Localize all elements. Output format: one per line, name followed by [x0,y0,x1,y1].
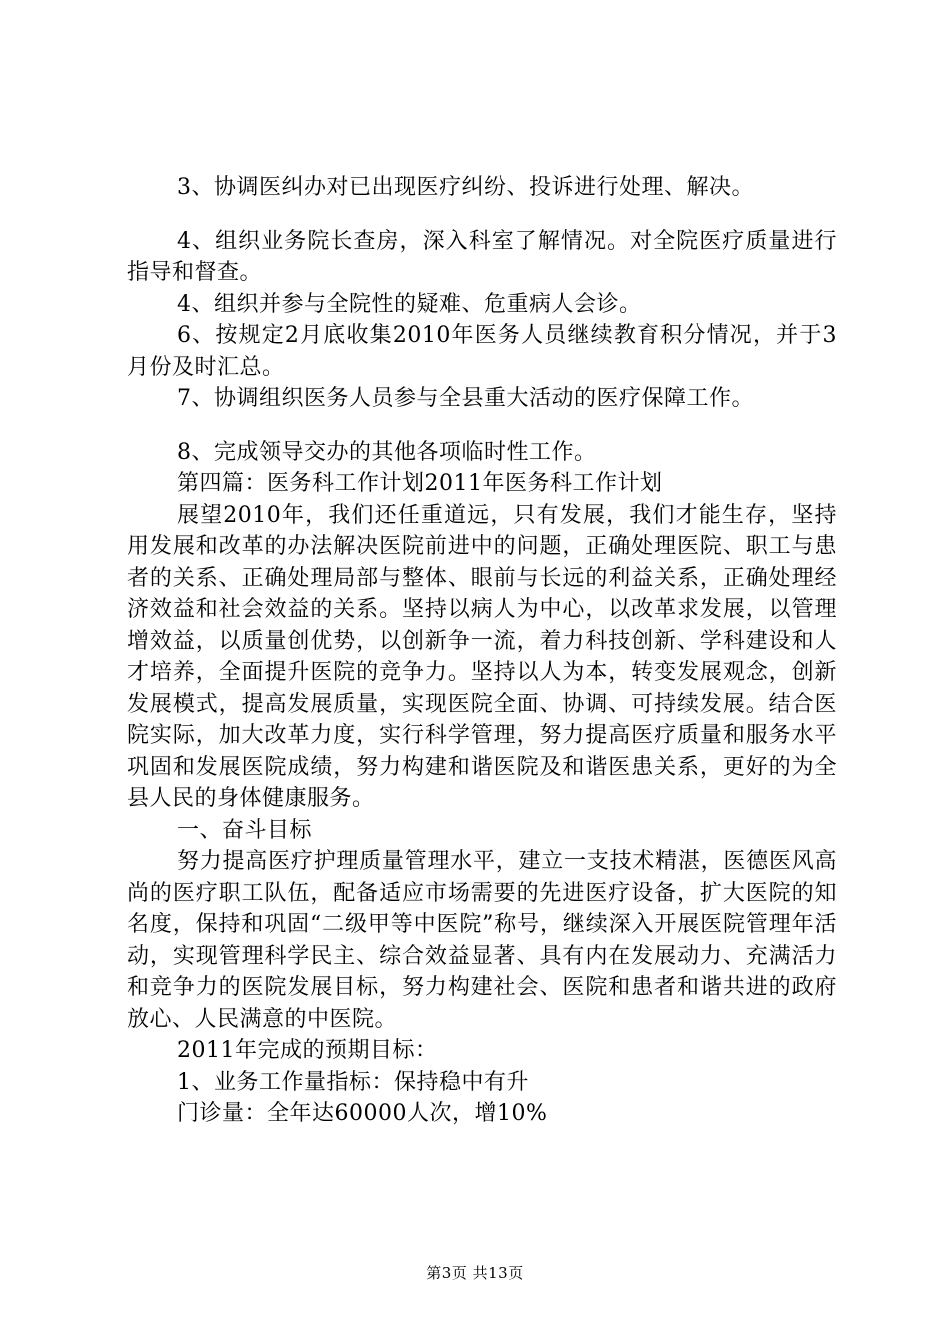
section-heading-goals: 一、奋斗目标 [177,817,313,843]
paragraph-item-7: 7、协调组织医务人员参与全县重大活动的医疗保障工作。 [177,386,754,411]
paragraph-workload-indicator: 1、业务工作量指标：保持稳中有升 [177,1069,529,1095]
paragraph-item-4-rounds: 4、组织业务院长查房，深入科室了解情况。对全院医疗质量进行指导和督查。 [127,228,837,285]
paragraph-item-6: 6、按规定2月底收集2010年医务人员继续教育积分情况，并于3月份及时汇总。 [127,323,837,380]
document-body [127,172,837,1130]
paragraph-expected-targets: 2011年完成的预期目标： [177,1038,438,1063]
paragraph-outpatient-volume: 门诊量：全年达60000人次，增10% [177,1101,548,1126]
paragraph-outlook: 展望2010年，我们还任重道远，只有发展，我们才能生存，坚持用发展和改革的办法解决医院前进中的问题，正确处理医院、职工与患者的关系、正确处理局部与整体、眼前与长远的利益关系，正确处理经济效益和社会效益的关系。坚持以病人为中心，以改革求发展，以管理增效益，以质量创优势，以创新争一流，着力科技创新、学科建设和人才培养，全面提升医院的竞争力。坚持以人为本，转变发展观念，创新发展模式，提高发展质量，实现医院全面、协调、可持续发展。结合医院实际，加大改革力度，实行科学管理，努力提高医疗质量和服务水平巩固和发展医院成绩，努力构建和谐医院及和谐医患关系，更好的为全县人民的身体健康服务。 [127,502,837,811]
page-number-footer: 第3页 共13页 [426,1264,524,1282]
paragraph-item-3: 3、协调医纠办对已出现医疗纠纷、投诉进行处理、解决。 [177,175,754,200]
paragraph-item-8: 8、完成领导交办的其他各项临时性工作。 [177,439,597,465]
section-heading-part-four: 第四篇：医务科工作计划2011年医务科工作计划 [177,471,663,496]
paragraph-goals: 努力提高医疗护理质量管理水平，建立一支技术精湛，医德医风高尚的医疗职工队伍，配备适应市场需要的先进医疗设备，扩大医院的知名度，保持和巩固“二级甲等中医院”称号，继续深入开展医院管理年活动，实现管理科学民主、综合效益显著、具有内在发展动力、充满活力和竞争力的医院发展目标，努力构建社会、医院和患者和谐共进的政府放心、人民满意的中医院。 [127,849,837,1032]
paragraph-item-4-consult: 4、组织并参与全院性的疑难、危重病人会诊。 [177,291,642,317]
